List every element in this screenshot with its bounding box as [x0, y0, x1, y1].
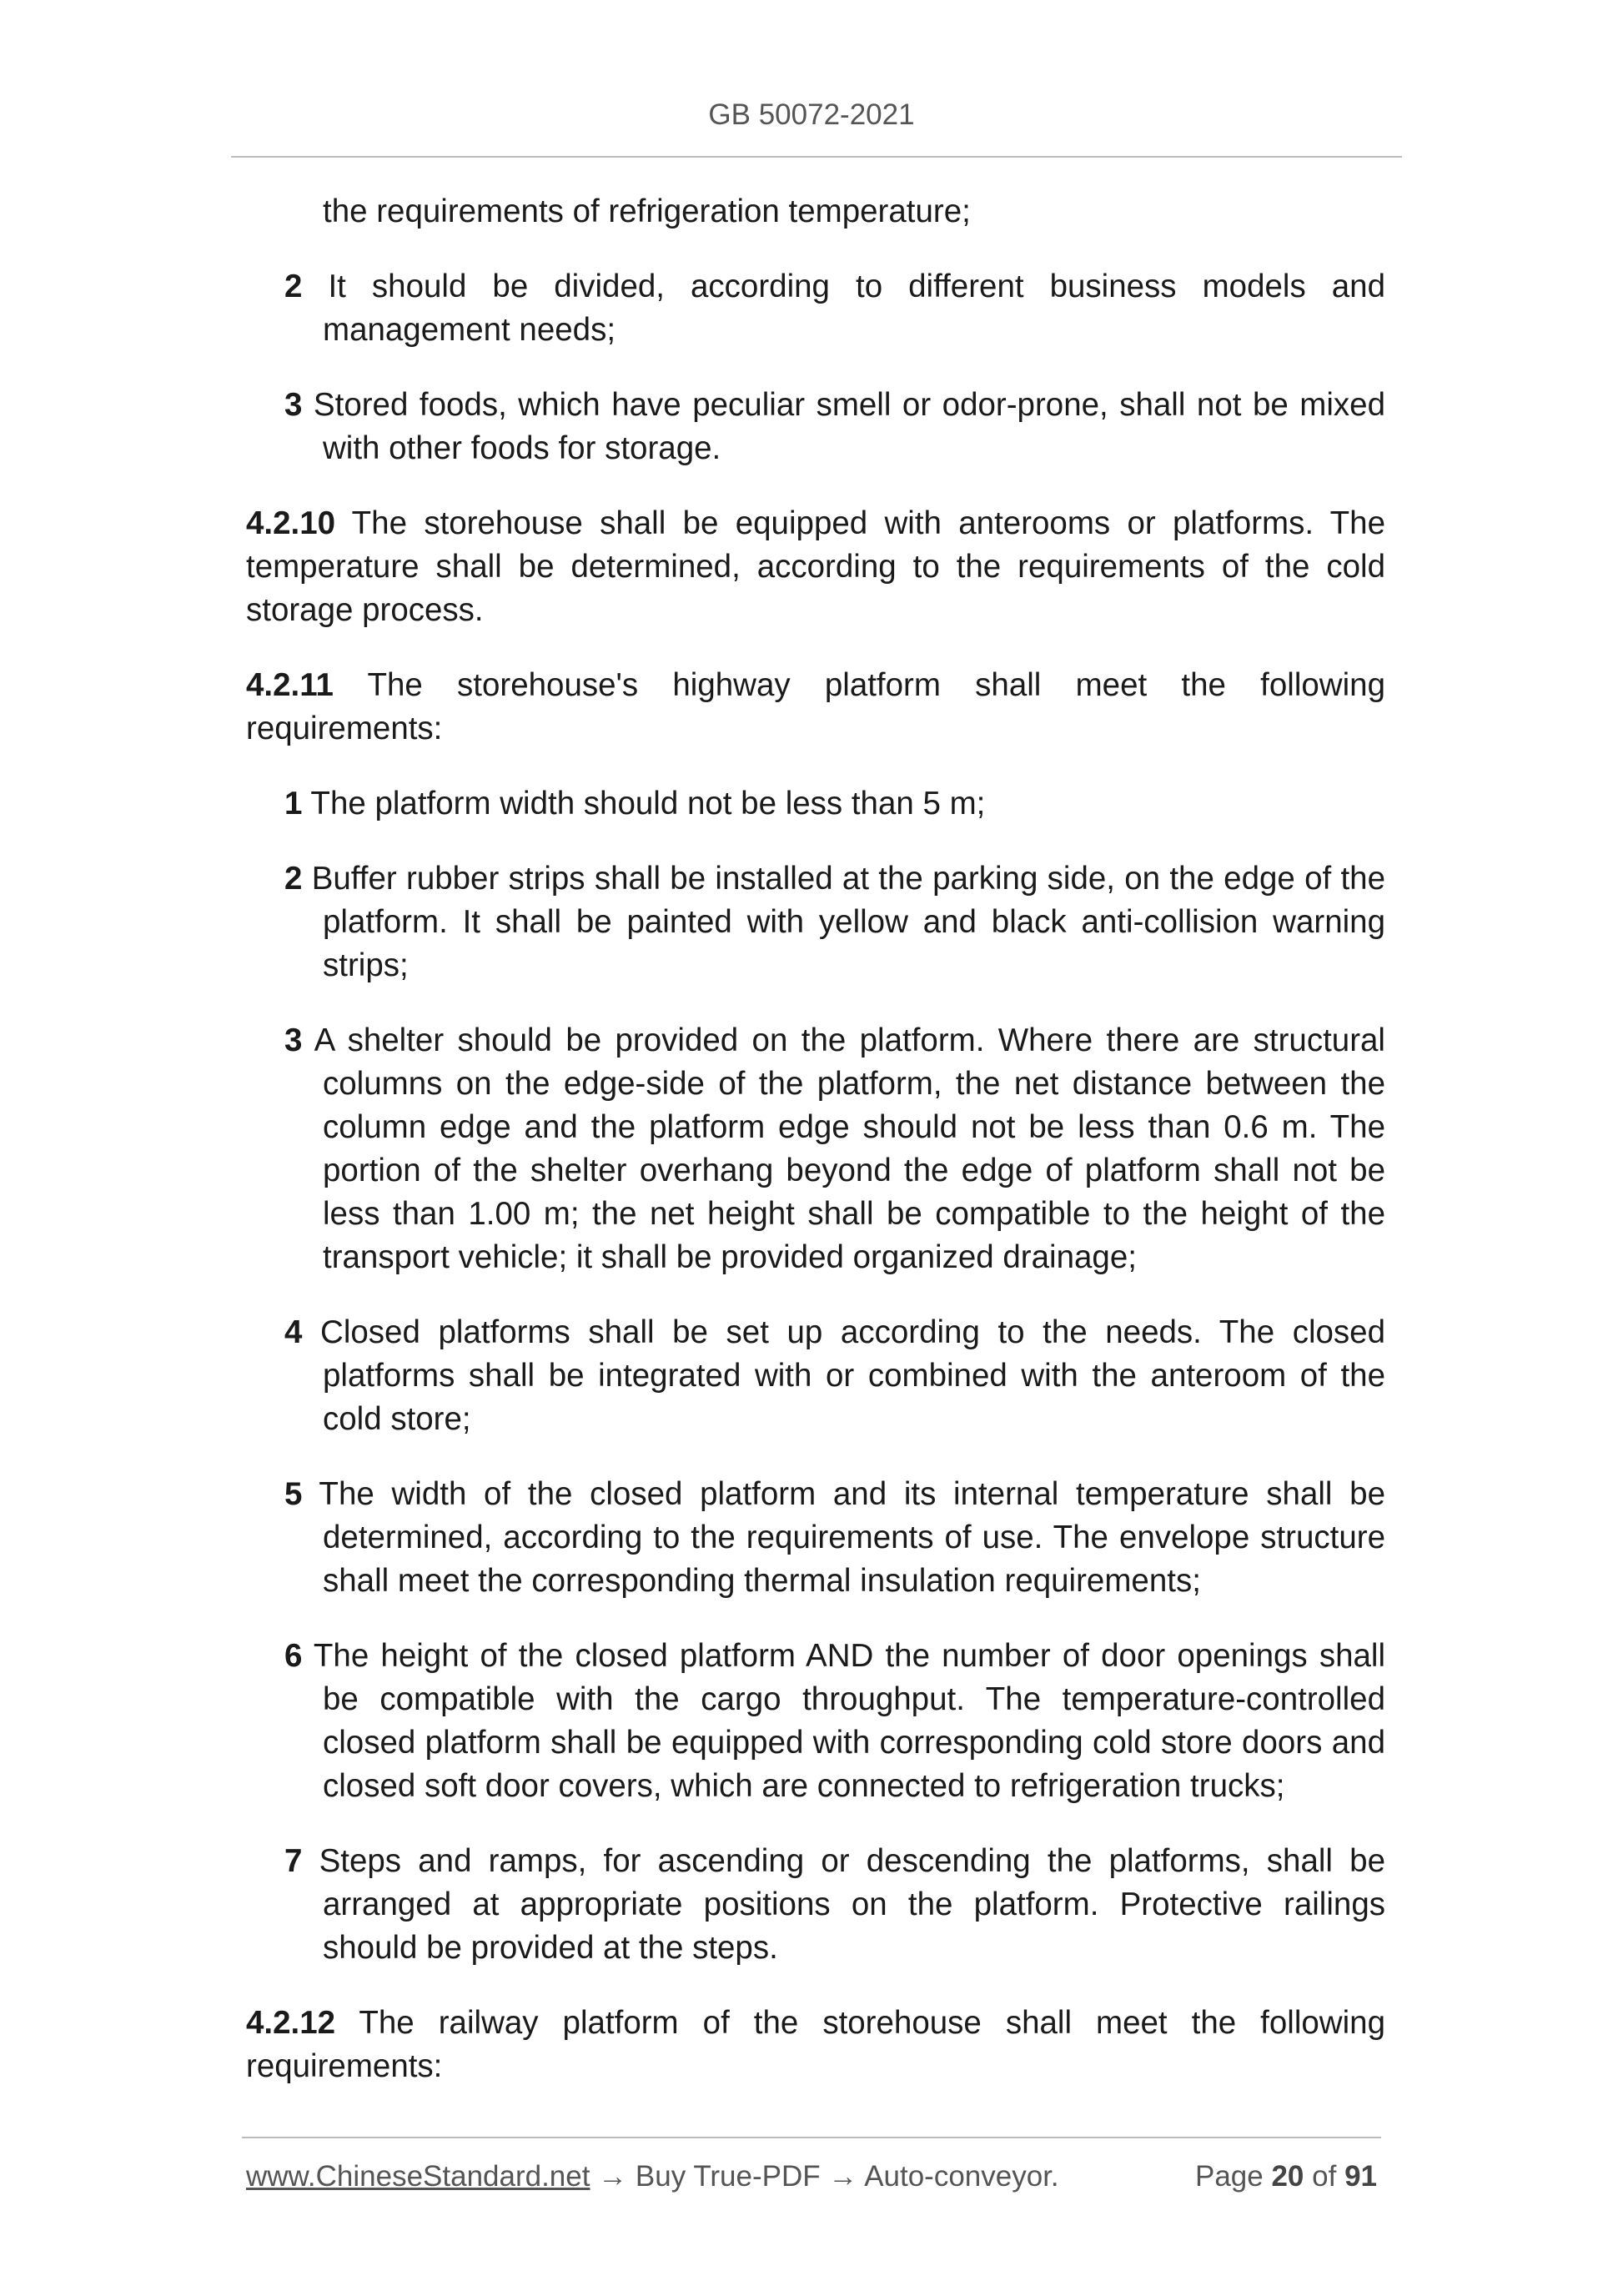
- page-indicator: [1195, 2160, 1377, 2193]
- document-header-title: GB 50072-2021: [708, 98, 915, 131]
- item-number: 6: [284, 1638, 303, 1674]
- item-number: 2: [284, 269, 303, 304]
- list-item-4: [284, 1311, 1385, 1441]
- clause-4-2-12: [246, 2002, 1385, 2088]
- arrow-icon: →: [820, 2160, 865, 2193]
- item-text: The width of the closed platform and its internal temperature shall be determined, according to the requirements of use. The envelope structure shall meet the corresponding thermal insulation requirements;: [302, 1476, 1385, 1599]
- list-item-3: [284, 384, 1385, 470]
- clause-number: 4.2.10: [246, 505, 336, 541]
- total-pages: 91: [1344, 2160, 1377, 2193]
- header-divider: [231, 156, 1402, 158]
- page-number: 20: [1271, 2160, 1304, 2193]
- item-number: 2: [284, 861, 303, 897]
- list-item-2: [284, 857, 1385, 987]
- item-text: A shelter should be provided on the platform. Where there are structural columns on the edge-side of the platform, the net distance between the column edge and the platform edge should not be less than 0.6 m. The portion of the shelter overhang beyond the edge of platform shall not be less than 1.00 m; the net height shall be compatible to the height of the transport vehicle; it shall be provided organized drainage;: [302, 1022, 1385, 1275]
- item-text: Buffer rubber strips shall be installed at the parking side, on the edge of the platform. It shall be painted with yellow and black anti-collision warning strips;: [302, 861, 1385, 983]
- document-body: [246, 190, 1385, 2120]
- footer-links: [246, 2160, 1059, 2193]
- list-item-5: [284, 1473, 1385, 1603]
- item-text: Stored foods, which have peculiar smell or odor-prone, shall not be mixed with other foods for storage.: [302, 387, 1385, 466]
- clause-text: The storehouse shall be equipped with anterooms or platforms. The temperature shall be determined, according to the requirements of the cold storage process.: [246, 505, 1385, 628]
- paragraph-text: the requirements of refrigeration temperature;: [323, 193, 971, 229]
- auto-conveyor-link[interactable]: Auto-conveyor.: [864, 2160, 1059, 2193]
- footer-divider: [242, 2137, 1381, 2138]
- arrow-icon: →: [590, 2160, 636, 2193]
- item-number: 3: [284, 1022, 303, 1058]
- item-number: 7: [284, 1843, 303, 1879]
- clause-4-2-10: [246, 502, 1385, 632]
- website-link[interactable]: www.ChineseStandard.net: [246, 2160, 590, 2193]
- clause-text: The storehouse's highway platform shall meet the following requirements:: [246, 667, 1385, 746]
- item-text: The platform width should not be less than 5 m;: [302, 786, 986, 821]
- item-text: It should be divided, according to different business models and management needs;: [302, 269, 1385, 348]
- item-number: 5: [284, 1476, 303, 1512]
- paragraph-continuation: [246, 190, 1385, 234]
- clause-number: 4.2.12: [246, 2005, 336, 2041]
- of-label: of: [1312, 2160, 1337, 2193]
- page-label: Page: [1194, 2160, 1264, 2193]
- list-item-3: [284, 1019, 1385, 1279]
- item-text: Closed platforms shall be set up according to the needs. The closed platforms shall be integrated with or combined with the anteroom of the cold store;: [302, 1314, 1385, 1437]
- item-text: The height of the closed platform AND the number of door openings shall be compatible with the cargo throughput. The temperature-controlled closed platform shall be equipped with corresponding cold store doors and closed soft door covers, which are connected to refrigeration trucks;: [302, 1638, 1385, 1804]
- list-item-1: [284, 782, 1385, 826]
- clause-text: The railway platform of the storehouse shall meet the following requirements:: [246, 2005, 1385, 2084]
- buy-true-pdf-link[interactable]: Buy True-PDF: [635, 2160, 821, 2193]
- clause-number: 4.2.11: [246, 667, 334, 703]
- list-item-7: [284, 1840, 1385, 1970]
- list-item-6: [284, 1635, 1385, 1808]
- clause-4-2-11: [246, 664, 1385, 751]
- item-number: 3: [284, 387, 303, 423]
- item-text: Steps and ramps, for ascending or descending the platforms, shall be arranged at appropriate positions on the platform. Protective railings should be provided at the steps.: [302, 1843, 1385, 1966]
- item-number: 4: [284, 1314, 303, 1350]
- item-number: 1: [284, 786, 303, 821]
- list-item-2: [284, 265, 1385, 352]
